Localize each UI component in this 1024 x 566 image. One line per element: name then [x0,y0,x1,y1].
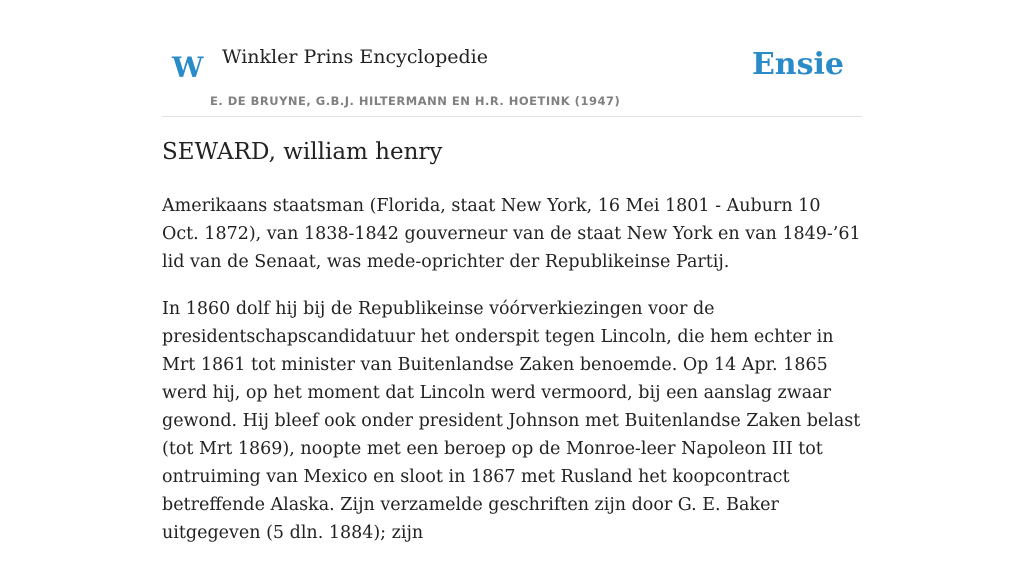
ensie-logo[interactable]: Ensie [751,47,844,82]
entry-body [162,192,862,566]
entry-paragraph: Amerikaans staatsman (Florida, staat New York, 16 Mei 1801 - Auburn 10 Oct. 1872), van 1838-1842 gouverneur van de staat New York en van 1849-’61 lid van de Senaat, was mede-oprichter der Republikeinse Partij. [162,196,861,272]
source-authors: E. DE BRUYNE, G.B.J. HILTERMANN EN H.R. HOETINK (1947) [210,94,621,108]
entry-paragraph: In 1860 dolf hij bij de Republikeinse vóórverkiezingen voor de presidentschapscandidatuur het onderspit tegen Lincoln, die hem echter in Mrt 1861 tot minister van Buitenlandse Zaken benoemde. Op 14 Apr. 1865 werd hij, op het moment dat Lincoln werd vermoord, bij een aanslag zwaar gewond. Hij bleef ook onder president Johnson met Buitenlandse Zaken belast (tot Mrt 1869), noopte met een beroep op de Monroe-leer Napoleon III tot ontruiming van Mexico en sloot in 1867 met Rusland het koopcontract betreffende Alaska. Zijn verzamelde geschriften zijn door G. E. Baker uitgegeven (5 dln. 1884); zijn [162,299,861,543]
winkler-prins-logo[interactable]: W [172,51,204,84]
source-title[interactable]: Winkler Prins Encyclopedie [222,46,488,68]
source-header [162,40,862,117]
entry-title: SEWARD, william henry [162,139,443,165]
